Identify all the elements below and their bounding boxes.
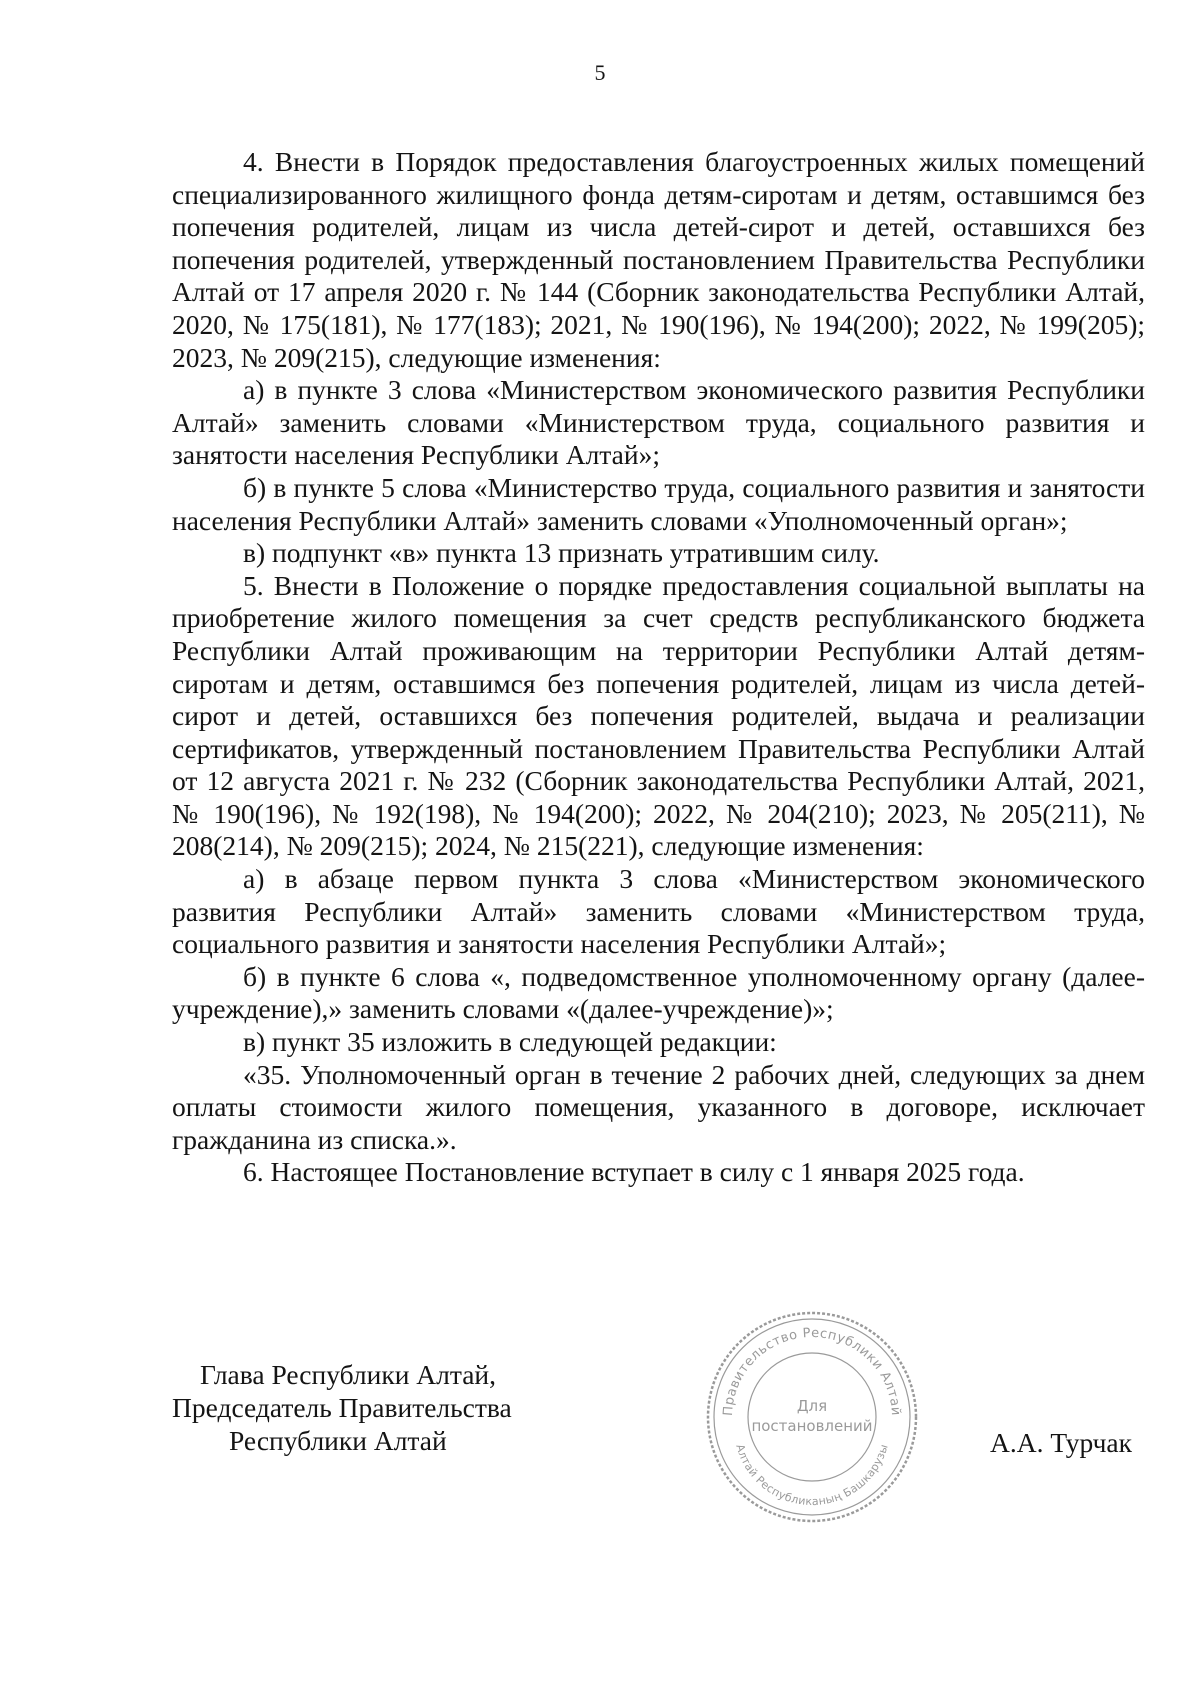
paragraph-item-5a: а) в абзаце первом пункта 3 слова «Министерством экономического развития Республики Алтай» заменить словами «Министерством труда, социального развития и занятости населения Республики Алтай»;: [172, 863, 1145, 960]
paragraph-item-6: 6. Настоящее Постановление вступает в силу с 1 января 2025 года.: [243, 1156, 1025, 1188]
document-body: [172, 146, 1145, 1189]
paragraph-item-5b: б) в пункте 6 слова «, подведомственное уполномоченному органу (далее-учреждение),» заменить словами «(далее-учреждение)»;: [172, 960, 1145, 1025]
paragraph-item-35-quote: «35. Уполномоченный орган в течение 2 рабочих дней, следующих за днем оплаты стоимости жилого помещения, указанного в договоре, исключает гражданина из списка.».: [172, 1058, 1145, 1155]
seal-inner-text-1: Для: [796, 1397, 828, 1415]
paragraph-item-5v: в) пункт 35 изложить в следующей редакции:: [243, 1026, 777, 1058]
paragraph-item-4: 4. Внести в Порядок предоставления благоустроенных жилых помещений специализированного жилищного фонда детям-сиротам и детям, оставшимся без попечения родителей, лицам из числа детей-сирот и детей, оставшихся без попечения родителей, утвержденный постановлением Правительства Республики Алтай от 17 апреля 2020 г. № 144 (Сборник законодательства Республики Алтай, 2020, № 175(181), № 177(183); 2021, № 190(196), № 194(200); 2022, № 199(205); 2023, № 209(215), следующие изменения:: [172, 146, 1145, 373]
paragraph-item-4v: в) подпункт «в» пункта 13 признать утратившим силу.: [243, 537, 880, 569]
paragraph-item-4b: б) в пункте 5 слова «Министерство труда, социального развития и занятости населения Республики Алтай» заменить словами «Уполномоченный орган»;: [172, 471, 1145, 536]
seal-inner-text-2: постановлений: [751, 1417, 873, 1435]
signatory-position-line: Председатель Правительства: [172, 1392, 512, 1423]
paragraph-item-5: 5. Внести в Положение о порядке предоставления социальной выплаты на приобретение жилого помещения за счет средств республиканского бюджета Республики Алтай проживающим на территории Республики Алтай детям-сиротам и детям, оставшимся без попечения родителей, лицам из числа детей-сирот и детей, оставшихся без попечения родителей, выдача и реализации сертификатов, утвержденный постановлением Правительства Республики Алтай от 12 августа 2021 г. № 232 (Сборник законодательства Республики Алтай, 2021, № 190(196), № 192(198), № 194(200); 2022, № 204(210); 2023, № 205(211), № 208(214), № 209(215); 2024, № 215(221), следующие изменения:: [172, 569, 1145, 862]
signatory-position-line: Глава Республики Алтай,: [200, 1359, 497, 1390]
page-number: 5: [594, 60, 606, 85]
seal-outer-text: Правительство Республики Алтай: [720, 1325, 904, 1417]
signatory-name: А.А. Турчак: [990, 1427, 1132, 1458]
signatory-position: [172, 1358, 532, 1457]
seal-bottom-text: Алтай Республиканың Башкарузы: [733, 1442, 891, 1509]
official-seal-stamp: [702, 1307, 922, 1527]
signatory-position-line: Республики Алтай: [229, 1425, 447, 1456]
paragraph-item-4a: а) в пункте 3 слова «Министерством экономического развития Республики Алтай» заменить словами «Министерством труда, социального развития и занятости населения Республики Алтай»;: [172, 374, 1145, 471]
